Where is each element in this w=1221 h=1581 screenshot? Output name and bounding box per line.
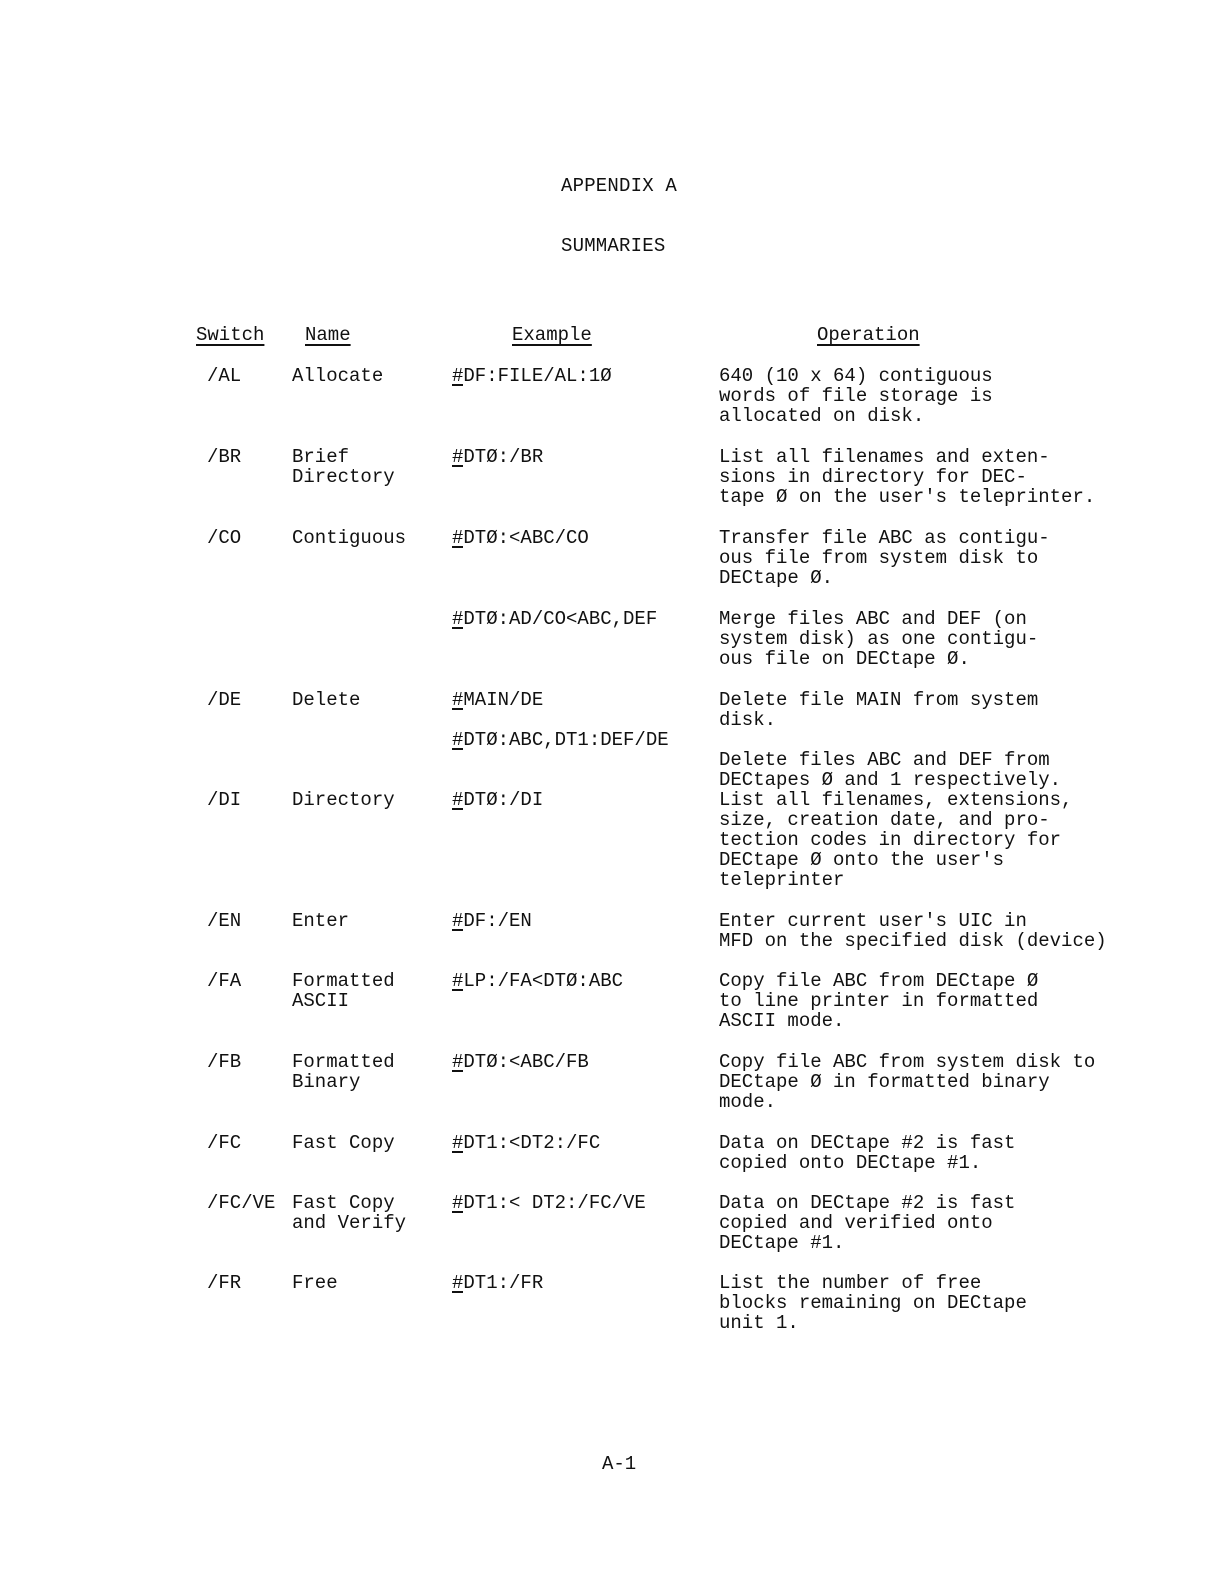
example-text: DT1:/FR: [463, 1272, 544, 1294]
example-cell: [452, 1133, 600, 1153]
prompt-hash: #: [452, 910, 464, 932]
example-text: DF:/EN: [463, 910, 532, 932]
column-header-example: Example: [512, 324, 592, 346]
example-command: [452, 1133, 600, 1153]
switch-cell: /BR: [207, 446, 242, 468]
name-cell: Delete: [292, 689, 361, 711]
operation-cell: [719, 690, 1219, 790]
example-cell: [452, 1052, 589, 1072]
operation-cell: [719, 366, 1219, 426]
operation-cell: [719, 790, 1219, 890]
example-command: [452, 1193, 646, 1213]
example-text: DTØ:/DI: [463, 789, 544, 811]
prompt-hash: #: [452, 527, 464, 549]
name-cell: Fast Copy and Verify: [292, 1192, 407, 1234]
example-text: DT1:< DT2:/FC/VE: [463, 1192, 646, 1214]
example-cell: [452, 971, 623, 991]
prompt-hash: #: [452, 789, 464, 811]
switch-cell: /AL: [207, 365, 242, 387]
example-command: [452, 911, 532, 931]
example-text: DTØ:<ABC/FB: [463, 1051, 589, 1073]
prompt-hash: #: [452, 729, 464, 751]
operation-text: Delete files ABC and DEF from DECtapes Ø and 1 respectively.: [719, 749, 1062, 791]
example-command: [452, 1273, 543, 1293]
operation-text: Merge files ABC and DEF (on system disk) as one contigu- ous file on DECtape Ø.: [719, 608, 1039, 670]
example-command: [452, 730, 669, 750]
name-cell: Allocate: [292, 365, 384, 387]
operation-text: Data on DECtape #2 is fast copied and verified onto DECtape #1.: [719, 1192, 1016, 1254]
example-cell: [452, 447, 543, 467]
example-command: [452, 790, 543, 810]
operation-cell: [719, 1052, 1219, 1112]
example-text: LP:/FA<DTØ:ABC: [463, 970, 624, 992]
example-command: [452, 528, 589, 548]
example-text: DTØ:<ABC/CO: [463, 527, 589, 549]
example-cell: [452, 1273, 543, 1293]
switch-cell: /CO: [207, 527, 242, 549]
example-cell: [452, 366, 612, 386]
operation-cell: [719, 1273, 1219, 1333]
name-cell: Directory: [292, 789, 395, 811]
switch-cell: /FC: [207, 1132, 242, 1154]
example-text: DTØ:/BR: [463, 446, 544, 468]
example-cell: [452, 1193, 646, 1213]
operation-text: List the number of free blocks remaining on DECtape unit 1.: [719, 1272, 1027, 1334]
prompt-hash: #: [452, 446, 464, 468]
operation-text: Transfer file ABC as contigu- ous file from system disk to DECtape Ø.: [719, 527, 1050, 589]
example-cell: [452, 528, 589, 548]
operation-text: Copy file ABC from system disk to DECtape Ø in formatted binary mode.: [719, 1051, 1096, 1113]
operation-text: List all filenames and exten- sions in directory for DEC- tape Ø on the user's teleprinter.: [719, 446, 1096, 508]
name-cell: Brief Directory: [292, 446, 395, 488]
page-number: A-1: [602, 1453, 637, 1475]
operation-cell: [719, 528, 1219, 588]
name-cell: Formatted Binary: [292, 1051, 395, 1093]
prompt-hash: #: [452, 1132, 464, 1154]
prompt-hash: #: [452, 365, 464, 387]
example-cell: [452, 911, 532, 931]
name-cell: Enter: [292, 910, 350, 932]
operation-text: Enter current user's UIC in MFD on the specified disk (device): [719, 910, 1107, 952]
operation-text: Data on DECtape #2 is fast copied onto DECtape #1.: [719, 1132, 1016, 1174]
name-cell: Formatted ASCII: [292, 970, 395, 1012]
operation-cell: [719, 911, 1219, 951]
column-header-operation: Operation: [817, 324, 920, 346]
prompt-hash: #: [452, 608, 464, 630]
switch-cell: /FA: [207, 970, 242, 992]
name-cell: Free: [292, 1272, 338, 1294]
prompt-hash: #: [452, 970, 464, 992]
example-text: DTØ:AD/CO<ABC,DEF: [463, 608, 658, 630]
switch-cell: /EN: [207, 910, 242, 932]
switch-cell: /FC/VE: [207, 1192, 276, 1214]
prompt-hash: #: [452, 1051, 464, 1073]
column-header-name: Name: [305, 324, 351, 346]
example-command: [452, 971, 623, 991]
example-text: DTØ:ABC,DT1:DEF/DE: [463, 729, 669, 751]
example-command: [452, 609, 657, 629]
example-text: MAIN/DE: [463, 689, 544, 711]
operation-text: List all filenames, extensions, size, creation date, and pro- tection codes in directory for DECtape Ø onto the user's teleprinter: [719, 789, 1073, 891]
operation-cell: [719, 447, 1219, 507]
operation-text: Delete file MAIN from system disk.: [719, 689, 1039, 731]
operation-cell: [719, 609, 1219, 669]
example-command: [452, 366, 612, 386]
example-text: DF:FILE/AL:1Ø: [463, 365, 612, 387]
operation-text: Copy file ABC from DECtape Ø to line printer in formatted ASCII mode.: [719, 970, 1039, 1032]
operation-text: 640 (10 x 64) contiguous words of file storage is allocated on disk.: [719, 365, 993, 427]
name-cell: Fast Copy: [292, 1132, 395, 1154]
operation-cell: [719, 1133, 1219, 1173]
switch-cell: /FR: [207, 1272, 242, 1294]
prompt-hash: #: [452, 1272, 464, 1294]
example-cell: [452, 690, 669, 750]
prompt-hash: #: [452, 689, 464, 711]
example-cell: [452, 790, 543, 810]
prompt-hash: #: [452, 1192, 464, 1214]
example-cell: [452, 609, 657, 629]
column-header-switch: Switch: [196, 324, 265, 346]
switch-cell: /DI: [207, 789, 242, 811]
example-command: [452, 447, 543, 467]
example-text: DT1:<DT2:/FC: [463, 1132, 601, 1154]
name-cell: Contiguous: [292, 527, 407, 549]
operation-cell: [719, 971, 1219, 1031]
operation-cell: [719, 1193, 1219, 1253]
example-command: [452, 690, 669, 710]
switch-cell: /DE: [207, 689, 242, 711]
appendix-title: APPENDIX A: [561, 175, 678, 197]
example-command: [452, 1052, 589, 1072]
appendix-subtitle: SUMMARIES: [561, 235, 666, 257]
switch-cell: /FB: [207, 1051, 242, 1073]
